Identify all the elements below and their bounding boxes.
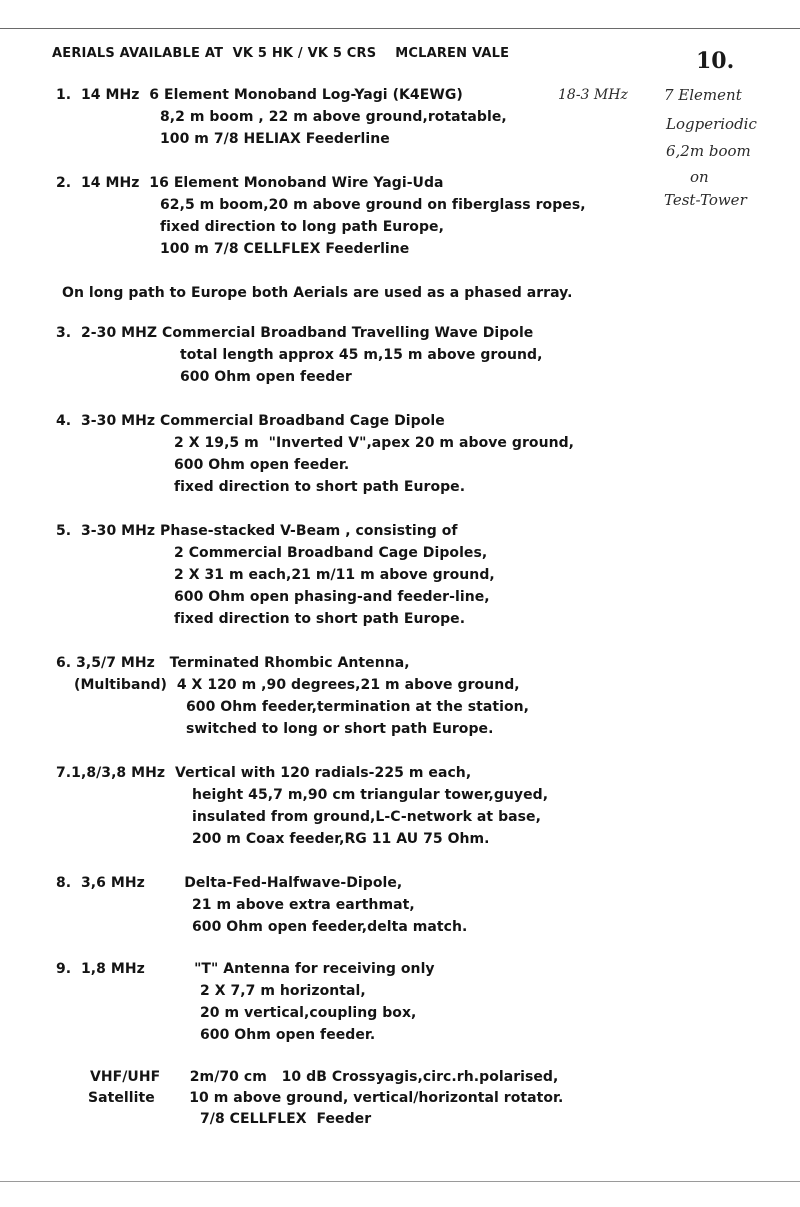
item-line: height 45,7 m,90 cm triangular tower,guyed, xyxy=(192,787,549,803)
item-line: 3. 2-30 MHZ Commercial Broadband Travelling Wave Dipole xyxy=(56,325,534,341)
item-line: 2 X 19,5 m "Inverted V",apex 20 m above ground, xyxy=(174,435,575,451)
item-line: 600 Ohm open feeder xyxy=(180,369,352,385)
phased-array-note: On long path to Europe both Aerials are used as a phased array. xyxy=(62,285,573,301)
item-line: 600 Ohm open feeder. xyxy=(200,1027,376,1043)
item-line: switched to long or short path Europe. xyxy=(186,721,494,737)
item-line: 1. 14 MHz 6 Element Monoband Log-Yagi (K4EWG) xyxy=(56,87,463,103)
item-line: 600 Ohm open feeder,delta match. xyxy=(192,919,468,935)
handwritten-note-line: 7 Element xyxy=(664,86,742,104)
document-title: AERIALS AVAILABLE AT VK 5 HK / VK 5 CRS MCLAREN VALE xyxy=(52,46,510,61)
item-line: 8,2 m boom , 22 m above ground,rotatable, xyxy=(160,109,507,125)
item-line: 21 m above extra earthmat, xyxy=(192,897,415,913)
scan-bottom-edge xyxy=(0,1181,800,1182)
item-line: 62,5 m boom,20 m above ground on fiberglass ropes, xyxy=(160,197,586,213)
item-line: insulated from ground,L-C-network at base, xyxy=(192,809,541,825)
item-line: (Multiband) 4 X 120 m ,90 degrees,21 m above ground, xyxy=(74,677,520,693)
item-line: VHF/UHF 2m/70 cm 10 dB Crossyagis,circ.rh.polarised, xyxy=(90,1069,559,1085)
item-line: fixed direction to short path Europe. xyxy=(174,479,466,495)
item-line: 7.1,8/3,8 MHz Vertical with 120 radials-225 m each, xyxy=(56,765,472,781)
item-line: 600 Ohm open phasing-and feeder-line, xyxy=(174,589,490,605)
item-line: 4. 3-30 MHz Commercial Broadband Cage Dipole xyxy=(56,413,445,429)
item-line: 600 Ohm feeder,termination at the station, xyxy=(186,699,530,715)
item-line: 8. 3,6 MHz Delta-Fed-Halfwave-Dipole, xyxy=(56,875,403,891)
item-line: 100 m 7/8 HELIAX Feederline xyxy=(160,131,390,147)
item-line: 9. 1,8 MHz "T" Antenna for receiving only xyxy=(56,961,435,977)
handwritten-note-line: Logperiodic xyxy=(666,115,757,133)
item-line: 6. 3,5/7 MHz Terminated Rhombic Antenna, xyxy=(56,655,410,671)
handwritten-note-line: Test-Tower xyxy=(664,191,747,209)
scan-top-edge xyxy=(0,28,800,29)
page-number: 10. xyxy=(696,48,735,74)
item-line: 600 Ohm open feeder. xyxy=(174,457,350,473)
handwritten-note-line: 6,2m boom xyxy=(666,142,751,160)
item-line: 5. 3-30 MHz Phase-stacked V-Beam , consisting of xyxy=(56,523,458,539)
item-line: 200 m Coax feeder,RG 11 AU 75 Ohm. xyxy=(192,831,490,847)
item-line: Satellite 10 m above ground, vertical/horizontal rotator. xyxy=(88,1090,564,1106)
item-line: 2 X 31 m each,21 m/11 m above ground, xyxy=(174,567,495,583)
item-line: 2 X 7,7 m horizontal, xyxy=(200,983,366,999)
item-line: fixed direction to long path Europe, xyxy=(160,219,444,235)
item-line: 2 Commercial Broadband Cage Dipoles, xyxy=(174,545,488,561)
handwritten-note-line: on xyxy=(690,168,709,186)
item-line: fixed direction to short path Europe. xyxy=(174,611,466,627)
item-line: 100 m 7/8 CELLFLEX Feederline xyxy=(160,241,410,257)
handwritten-frequency: 18-3 MHz xyxy=(558,87,628,103)
item-line: 20 m vertical,coupling box, xyxy=(200,1005,417,1021)
item-line: total length approx 45 m,15 m above ground, xyxy=(180,347,543,363)
item-line: 7/8 CELLFLEX Feeder xyxy=(200,1111,372,1127)
item-line: 2. 14 MHz 16 Element Monoband Wire Yagi-Uda xyxy=(56,175,444,191)
